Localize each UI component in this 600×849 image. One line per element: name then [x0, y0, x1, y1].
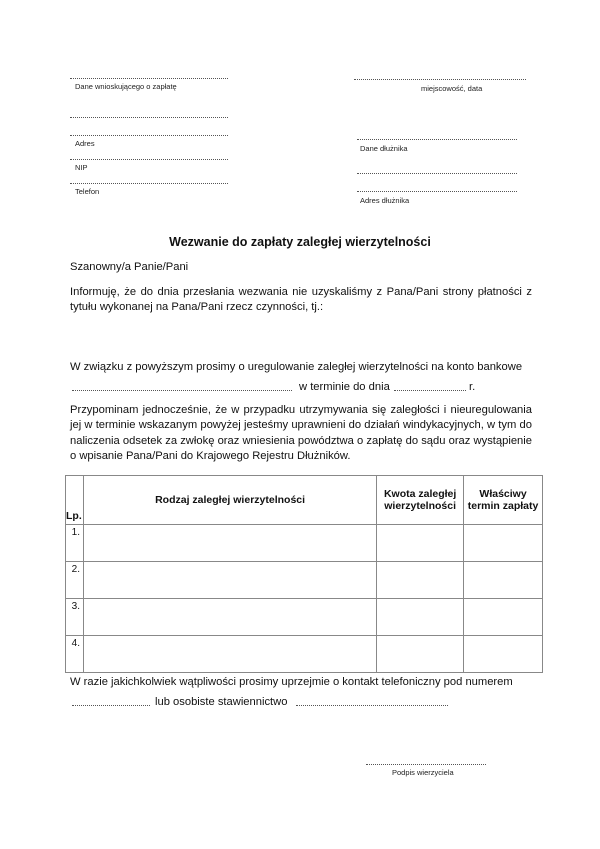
- term-suffix: r.: [469, 381, 476, 393]
- due-date-cell[interactable]: [464, 599, 543, 636]
- amount-cell[interactable]: [377, 525, 464, 562]
- creditor-nip-label: NIP: [75, 163, 88, 172]
- debt-type-cell[interactable]: [83, 525, 376, 562]
- creditor-nip-field[interactable]: [70, 159, 228, 160]
- amount-cell[interactable]: [377, 636, 464, 673]
- creditor-address-field[interactable]: [70, 135, 228, 136]
- row-number: 4.: [66, 636, 84, 673]
- paragraph-bank-account: [70, 360, 532, 375]
- paragraph-reminder: Przypominam jednocześnie, że w przypadku utrzymywania się zaległości i nieuregulowania jej w terminie wskazanym powyżej jesteśmy uprawnieni do działań windykacyjnych, w tym do naliczenia odsetek za zwłokę oraz wniesienia powództwa o zapłatę do sądu oraz wystąpienie o wpisanie Pana/Pani do Krajowego Rejestru Dłużników.: [70, 404, 532, 463]
- header-lp: Lp.: [66, 476, 84, 525]
- table-row: [66, 525, 543, 562]
- paragraph-contact: [70, 675, 532, 690]
- phone-number-field[interactable]: [72, 705, 150, 706]
- due-date-cell[interactable]: [464, 562, 543, 599]
- row-number: 3.: [66, 599, 84, 636]
- debtor-name-field[interactable]: [357, 139, 517, 140]
- signature-field[interactable]: [366, 764, 486, 765]
- due-date-cell[interactable]: [464, 636, 543, 673]
- term-text: w terminie do dnia: [299, 381, 390, 393]
- debt-type-cell[interactable]: [83, 599, 376, 636]
- in-person-field[interactable]: [296, 705, 448, 706]
- table-row: [66, 562, 543, 599]
- table-row: [66, 599, 543, 636]
- contact-middle-text: lub osobiste stawiennictwo: [155, 696, 288, 708]
- due-date-cell[interactable]: [464, 525, 543, 562]
- creditor-address-label: Adres: [75, 139, 95, 148]
- creditor-name-field[interactable]: [70, 78, 228, 79]
- row-number: 2.: [66, 562, 84, 599]
- debt-type-cell[interactable]: [83, 562, 376, 599]
- header-amount: Kwota zaległej wierzytelności: [377, 476, 464, 525]
- signature-label: Podpis wierzyciela: [392, 768, 454, 777]
- document-title: Wezwanie do zapłaty zaległej wierzytelności: [169, 235, 431, 249]
- table-row: [66, 636, 543, 673]
- place-date-label: miejscowość, data: [421, 84, 483, 93]
- debtor-address-label: Adres dłużnika: [360, 196, 410, 205]
- bank-account-field[interactable]: [72, 390, 292, 391]
- header-due-date: Właściwy termin zapłaty: [464, 476, 543, 525]
- table-header-row: [66, 476, 543, 525]
- salutation: Szanowny/a Panie/Pani: [70, 261, 189, 273]
- place-date-field[interactable]: [354, 79, 526, 80]
- debtor-name-field-2[interactable]: [357, 173, 517, 174]
- creditor-phone-label: Telefon: [75, 187, 100, 196]
- creditor-name-label: Dane wnioskującego o zapłatę: [75, 82, 177, 91]
- debtor-address-field[interactable]: [357, 191, 517, 192]
- header-debt-type: Rodzaj zaległej wierzytelności: [83, 476, 376, 525]
- contact-text: W razie jakichkolwiek wątpliwości prosimy uprzejmie o kontakt telefoniczny pod numerem: [70, 676, 513, 688]
- paragraph-info: Informuję, że do dnia przesłania wezwania nie uzyskaliśmy z Pana/Pani strony płatności z tytułu wykonanej na Pana/Pani rzecz czynności, tj.:: [70, 286, 532, 314]
- creditor-name-field-2[interactable]: [70, 117, 228, 118]
- amount-cell[interactable]: [377, 599, 464, 636]
- debtor-name-label: Dane dłużnika: [360, 144, 408, 153]
- amount-cell[interactable]: [377, 562, 464, 599]
- creditor-phone-field[interactable]: [70, 183, 228, 184]
- row-number: 1.: [66, 525, 84, 562]
- debt-table: [65, 475, 543, 673]
- due-date-field[interactable]: [394, 390, 466, 391]
- bank-account-text: W związku z powyższym prosimy o uregulowanie zaległej wierzytelności na konto bankowe: [70, 361, 523, 373]
- debt-type-cell[interactable]: [83, 636, 376, 673]
